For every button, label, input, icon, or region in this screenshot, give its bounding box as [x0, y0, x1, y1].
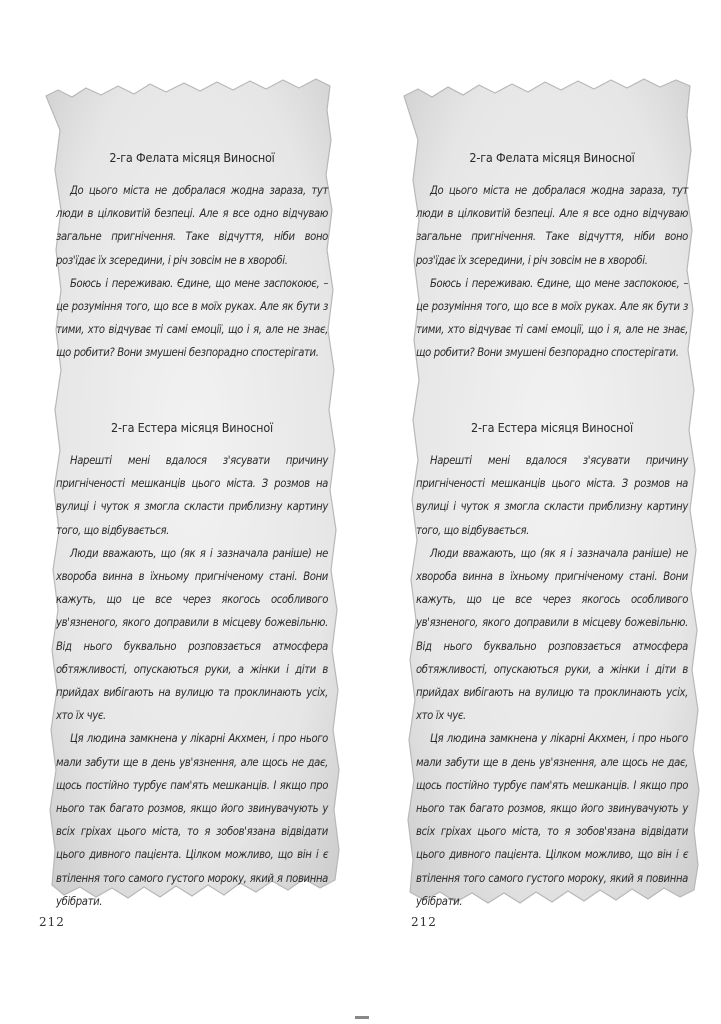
left-page — [56, 150, 328, 913]
right-page — [416, 150, 688, 913]
diary-entry — [56, 420, 328, 913]
entry-paragraph: До цього міста не добралася жодна зараза, тут люди в цілковитій безпеці. Але я все одно відчуваю загальне пригнічення. Таке відчуття, ніби воно роз'їдає їх зсередини, і річ зовсім не в хворобі. — [416, 184, 688, 267]
page-number: 212 — [411, 915, 437, 929]
entry-title: 2-га Естера місяця Виносної — [471, 420, 633, 435]
page-number: 212 — [39, 915, 65, 929]
entry-paragraph: Боюсь і переживаю. Єдине, що мене заспокоює, – це розуміння того, що все в моїх руках. Але як бути з тими, хто відчуває ті самі емоції, що і я, але не знає, що робити? Вони змушені безпорадно спостерігати. — [416, 276, 688, 360]
diary-entry — [416, 420, 688, 913]
entry-paragraph: Боюсь і переживаю. Єдине, що мене заспокоює, – це розуміння того, що все в моїх руках. Але як бути з тими, хто відчуває ті самі емоції, що і я, але не знає, що робити? Вони змушені безпорадно спостерігати. — [56, 276, 328, 360]
entry-paragraph: Ця людина замкнена у лікарні Акхмен, і про нього мали забути ще в день ув'язнення, але щось не дає, щось постійно турбує пам'ять мешканців. І якщо про нього так багато розмов, якщо його звинувачують у всіх гріхах цього міста, то я зобов'язана відвідати цього дивного пацієнта. Цілком можливо, що він і є втілення того самого густого мороку, який я повинна убібрати. — [416, 732, 688, 908]
entry-paragraph: До цього міста не добралася жодна зараза, тут люди в цілковитій безпеці. Але я все одно відчуваю загальне пригнічення. Таке відчуття, ніби воно роз'їдає їх зсередини, і річ зовсім не в хворобі. — [56, 184, 328, 267]
entry-title: 2-га Фелата місяця Виносної — [469, 150, 635, 165]
diary-entry — [56, 150, 328, 420]
entry-title: 2-га Естера місяця Виносної — [111, 420, 273, 435]
entry-paragraph: Нарешті мені вдалося з'ясувати причину пригніченості мешканців цього міста. З розмов на вулиці і чуток я змогла скласти приблизну картину того, що відбувається. — [416, 454, 688, 537]
diary-entry — [416, 150, 688, 420]
entry-paragraph: Ця людина замкнена у лікарні Акхмен, і про нього мали забути ще в день ув'язнення, але щось не дає, щось постійно турбує пам'ять мешканців. І якщо про нього так багато розмов, якщо його звинувачують у всіх гріхах цього міста, то я зобов'язана відвідати цього дивного пацієнта. Цілком можливо, що він і є втілення того самого густого мороку, який я повинна убібрати. — [56, 732, 328, 908]
entry-paragraph: Нарешті мені вдалося з'ясувати причину пригніченості мешканців цього міста. З розмов на вулиці і чуток я змогла скласти приблизну картину того, що відбувається. — [56, 454, 328, 537]
entry-title: 2-га Фелата місяця Виносної — [109, 150, 275, 165]
entry-paragraph: Люди вважають, що (як я і зазначала раніше) не хвороба винна в їхньому пригніченому стані. Вони кажуть, що це все через якогось особливого ув'язненого, якого доправили в місцеву божевільню. Від нього буквально розповзається атмосфера обтяжливості, опускаються руки, а жінки і діти в прийдах вибігають на вулицю та проклинають усіх, хто їх чує. — [56, 546, 328, 723]
binding-mark — [355, 1016, 369, 1019]
entry-paragraph: Люди вважають, що (як я і зазначала раніше) не хвороба винна в їхньому пригніченому стані. Вони кажуть, що це все через якогось особливого ув'язненого, якого доправили в місцеву божевільню. Від нього буквально розповзається атмосфера обтяжливості, опускаються руки, а жінки і діти в прийдах вибігають на вулицю та проклинають усіх, хто їх чує. — [416, 546, 688, 723]
